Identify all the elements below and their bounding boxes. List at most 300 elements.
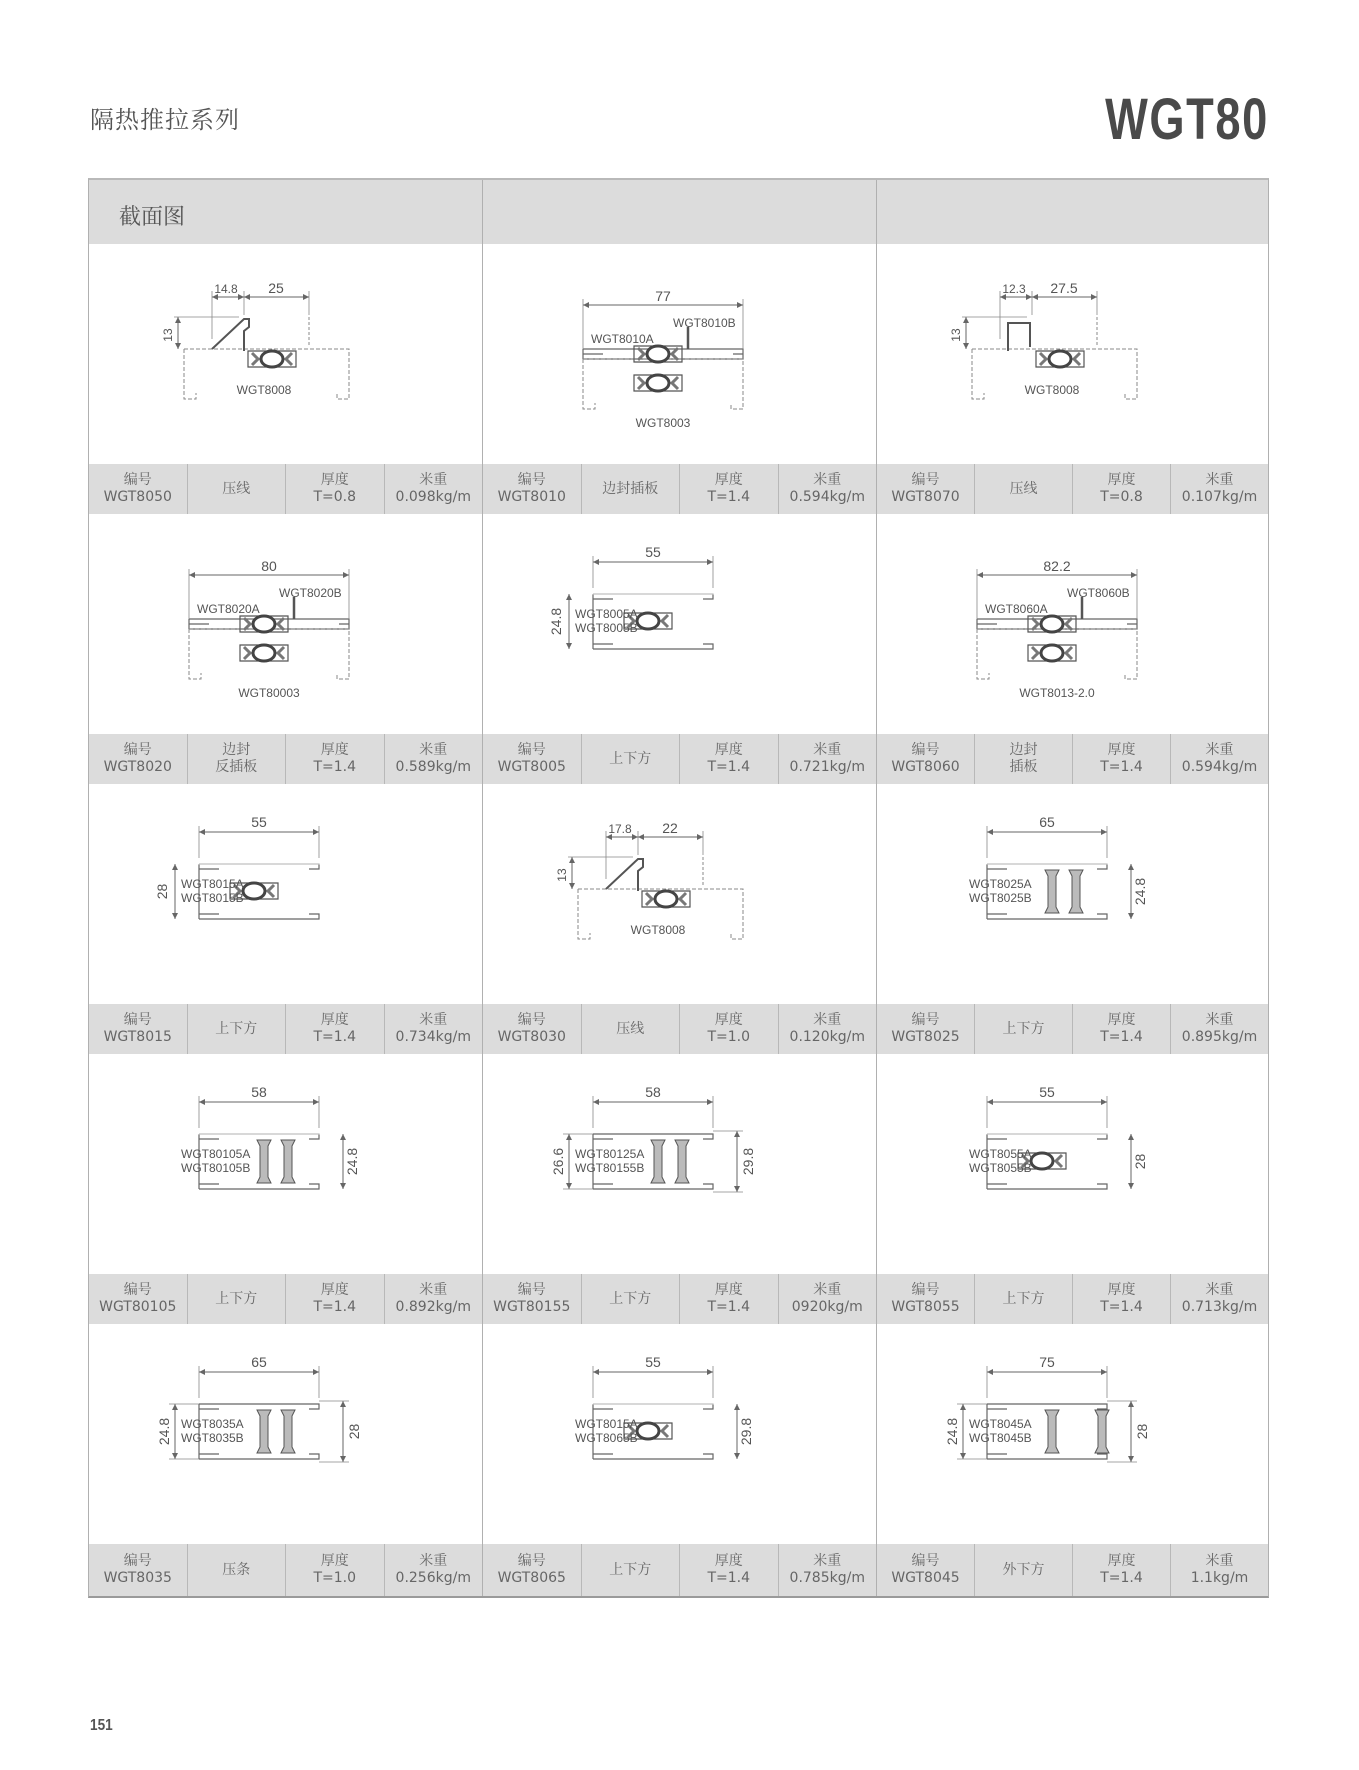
spec-code-value: WGT8045 bbox=[891, 1570, 960, 1586]
spec-code-value: WGT8060 bbox=[891, 759, 960, 775]
spec-row bbox=[877, 1274, 1268, 1324]
drawing-area bbox=[483, 244, 876, 464]
spec-code bbox=[877, 1544, 975, 1596]
spec-code-value: WGT8065 bbox=[497, 1570, 566, 1586]
spec-name bbox=[975, 1274, 1073, 1324]
profile-cross-section-drawing bbox=[877, 514, 1271, 734]
drawing-label: WGT8045A bbox=[969, 1417, 1032, 1431]
profile-cross-section-drawing bbox=[877, 244, 1271, 464]
drawing-label: WGT8055B bbox=[969, 1161, 1032, 1175]
drawing-label: 13 bbox=[555, 868, 569, 882]
spec-name bbox=[582, 1274, 681, 1324]
spec-code-value: WGT8005 bbox=[497, 759, 566, 775]
spec-name bbox=[975, 464, 1073, 514]
spec-code-value: WGT80105 bbox=[99, 1299, 177, 1315]
spec-thickness-label: 厚度 bbox=[320, 1012, 349, 1028]
drawing-label: 24.8 bbox=[548, 607, 564, 636]
drawing-label: WGT80105A bbox=[181, 1147, 251, 1161]
spec-weight-value: 0.713kg/m bbox=[1181, 1299, 1258, 1315]
spec-thickness-value: T=1.4 bbox=[1100, 1570, 1143, 1586]
spec-name-value: 外下方 bbox=[1002, 1561, 1045, 1578]
spec-row bbox=[483, 734, 876, 784]
spec-thickness-label: 厚度 bbox=[714, 742, 743, 758]
drawing-label: WGT80155B bbox=[575, 1161, 645, 1175]
profile-card bbox=[877, 244, 1268, 514]
spec-row bbox=[89, 1544, 482, 1596]
drawing-label: 28 bbox=[154, 883, 170, 900]
spec-weight-label: 米重 bbox=[1205, 472, 1234, 488]
drawing-label: 65 bbox=[1039, 814, 1055, 830]
spec-name bbox=[188, 1274, 287, 1324]
spec-name bbox=[582, 734, 681, 784]
spec-thickness bbox=[286, 1274, 385, 1324]
spec-thickness-label: 厚度 bbox=[320, 1282, 349, 1298]
drawing-label: 28 bbox=[346, 1423, 362, 1440]
spec-weight bbox=[779, 1004, 877, 1054]
spec-row bbox=[483, 1004, 876, 1054]
spec-weight-label: 米重 bbox=[1205, 1553, 1234, 1569]
thermal-break-strip-icon bbox=[642, 891, 690, 907]
profile-catalog-table bbox=[88, 178, 1269, 1598]
spec-row bbox=[89, 1274, 482, 1324]
thermal-break-strip-icon bbox=[634, 375, 682, 391]
spec-weight-value: 0.734kg/m bbox=[395, 1029, 471, 1045]
spec-weight-label: 米重 bbox=[813, 1282, 842, 1298]
spec-name-value: 上下方 bbox=[215, 1020, 258, 1037]
drawing-area bbox=[483, 1054, 876, 1274]
model-title: WGT80 bbox=[1105, 87, 1269, 152]
drawing-label: 80 bbox=[261, 558, 277, 574]
drawing-label: WGT8015A bbox=[575, 1417, 638, 1431]
catalog-row bbox=[89, 1054, 1268, 1324]
drawing-label: 58 bbox=[251, 1084, 267, 1100]
spec-weight-value: 0.589kg/m bbox=[395, 759, 471, 775]
spec-row bbox=[89, 734, 482, 784]
profile-card bbox=[89, 514, 483, 784]
spec-name bbox=[975, 734, 1073, 784]
catalog-row bbox=[89, 784, 1268, 1054]
spec-weight bbox=[1171, 1544, 1268, 1596]
profile-cross-section-drawing bbox=[877, 1054, 1271, 1274]
drawing-label: 26.6 bbox=[550, 1147, 566, 1176]
drawing-label: WGT8005A bbox=[575, 607, 638, 621]
spec-weight-value: 0.895kg/m bbox=[1181, 1029, 1258, 1045]
drawing-area bbox=[877, 784, 1268, 1004]
drawing-label: WGT8010A bbox=[591, 332, 654, 346]
spec-code-value: WGT8070 bbox=[891, 489, 960, 505]
spec-row bbox=[877, 1004, 1268, 1054]
spec-thickness bbox=[286, 734, 385, 784]
spec-weight-label: 米重 bbox=[419, 742, 448, 758]
spec-weight bbox=[385, 734, 483, 784]
drawing-area bbox=[877, 514, 1268, 734]
spec-code bbox=[89, 1004, 188, 1054]
spec-weight-value: 0.594kg/m bbox=[789, 489, 865, 505]
spec-thickness-value: T=1.4 bbox=[707, 759, 751, 775]
drawing-label: WGT8008 bbox=[1024, 383, 1080, 397]
spec-name bbox=[975, 1544, 1073, 1596]
spec-code bbox=[483, 1544, 582, 1596]
spec-weight bbox=[779, 734, 877, 784]
spec-name bbox=[188, 1544, 287, 1596]
spec-name-value: 上下方 bbox=[609, 1561, 652, 1578]
spec-thickness bbox=[286, 1004, 385, 1054]
spec-code-value: WGT8055 bbox=[891, 1299, 960, 1315]
drawing-label: WGT8025B bbox=[969, 891, 1032, 905]
spec-weight bbox=[385, 1274, 483, 1324]
spec-thickness bbox=[1073, 734, 1171, 784]
spec-thickness bbox=[680, 1544, 779, 1596]
spec-thickness-label: 厚度 bbox=[1107, 472, 1136, 488]
spec-code-value: WGT8025 bbox=[891, 1029, 960, 1045]
thermal-break-bars-icon bbox=[1045, 870, 1083, 913]
spec-weight-label: 米重 bbox=[813, 472, 842, 488]
spec-code-label: 编号 bbox=[911, 1282, 940, 1298]
drawing-label: 77 bbox=[655, 288, 671, 304]
drawing-area bbox=[89, 1324, 482, 1544]
drawing-area bbox=[483, 1324, 876, 1544]
drawing-label: WGT8045B bbox=[969, 1431, 1032, 1445]
spec-code-label: 编号 bbox=[517, 1553, 546, 1569]
profile-cross-section-drawing bbox=[483, 784, 877, 1004]
spec-thickness bbox=[1073, 1544, 1171, 1596]
spec-thickness-value: T=1.0 bbox=[313, 1570, 357, 1586]
spec-code-label: 编号 bbox=[911, 1012, 940, 1028]
drawing-label: WGT8035A bbox=[181, 1417, 244, 1431]
spec-thickness bbox=[286, 464, 385, 514]
spec-code-label: 编号 bbox=[123, 742, 152, 758]
profile-card bbox=[483, 1054, 877, 1324]
drawing-label: 65 bbox=[251, 1354, 267, 1370]
drawing-label: 27.5 bbox=[1050, 280, 1078, 296]
spec-code-label: 编号 bbox=[123, 1282, 152, 1298]
spec-thickness-label: 厚度 bbox=[1107, 1012, 1136, 1028]
spec-code-label: 编号 bbox=[123, 1012, 152, 1028]
profile-cross-section-drawing bbox=[89, 1054, 483, 1274]
drawing-area bbox=[877, 1054, 1268, 1274]
drawing-label: WGT8065B bbox=[575, 1431, 638, 1445]
spec-code bbox=[877, 1274, 975, 1324]
profile-cross-section-drawing bbox=[89, 514, 483, 734]
spec-weight-label: 米重 bbox=[813, 1553, 842, 1569]
thermal-break-strip-icon bbox=[240, 645, 288, 661]
drawing-label: WGT8005B bbox=[575, 621, 638, 635]
spec-name-value: 上下方 bbox=[215, 1290, 258, 1307]
thermal-break-strip-icon bbox=[1028, 645, 1076, 661]
drawing-label: WGT8015B bbox=[181, 891, 244, 905]
spec-name-value: 压条 bbox=[222, 1561, 251, 1578]
spec-code bbox=[877, 464, 975, 514]
drawing-label: WGT8055A bbox=[969, 1147, 1032, 1161]
spec-thickness-value: T=1.4 bbox=[313, 759, 357, 775]
profile-card bbox=[89, 784, 483, 1054]
thermal-break-bars-icon bbox=[257, 1140, 295, 1183]
profile-card bbox=[89, 244, 483, 514]
spec-name bbox=[188, 734, 287, 784]
spec-name-value: 边封插板 bbox=[602, 480, 659, 497]
spec-weight-value: 1.1kg/m bbox=[1190, 1570, 1249, 1586]
spec-code bbox=[877, 734, 975, 784]
drawing-label: 55 bbox=[645, 1354, 661, 1370]
spec-thickness-value: T=0.8 bbox=[1100, 489, 1143, 505]
spec-name-value: 压线 bbox=[616, 1020, 645, 1037]
drawing-area bbox=[89, 514, 482, 734]
header-cell-empty bbox=[483, 180, 877, 244]
spec-thickness bbox=[1073, 1004, 1171, 1054]
spec-row bbox=[877, 464, 1268, 514]
spec-row bbox=[483, 1544, 876, 1596]
drawing-label: WGT8013-2.0 bbox=[1019, 686, 1095, 700]
spec-thickness-label: 厚度 bbox=[320, 1553, 349, 1569]
drawing-label: WGT80003 bbox=[238, 686, 300, 700]
thermal-break-bars-icon bbox=[1045, 1410, 1109, 1453]
spec-name-value: 边封 bbox=[222, 742, 251, 758]
spec-weight-value: 0.892kg/m bbox=[395, 1299, 471, 1315]
spec-weight-label: 米重 bbox=[813, 742, 842, 758]
drawing-label: 13 bbox=[161, 328, 175, 342]
drawing-label: 13 bbox=[949, 328, 963, 342]
spec-thickness-label: 厚度 bbox=[320, 742, 349, 758]
spec-thickness-value: T=1.4 bbox=[707, 1570, 751, 1586]
spec-row bbox=[483, 1274, 876, 1324]
drawing-label: WGT8015A bbox=[181, 877, 244, 891]
spec-name-value: 上下方 bbox=[1002, 1020, 1045, 1037]
thermal-break-bars-icon bbox=[651, 1140, 689, 1183]
profile-card bbox=[483, 244, 877, 514]
drawing-label: 55 bbox=[645, 544, 661, 560]
spec-code bbox=[877, 1004, 975, 1054]
spec-code-label: 编号 bbox=[911, 1553, 940, 1569]
spec-thickness-value: T=1.4 bbox=[707, 1299, 751, 1315]
spec-code-value: WGT8050 bbox=[103, 489, 172, 505]
drawing-label: 55 bbox=[251, 814, 267, 830]
drawing-area bbox=[877, 1324, 1268, 1544]
drawing-area bbox=[89, 784, 482, 1004]
profile-cross-section-drawing bbox=[483, 1054, 877, 1274]
spec-thickness-label: 厚度 bbox=[1107, 1553, 1136, 1569]
thermal-break-strip-icon bbox=[248, 351, 296, 367]
spec-weight bbox=[779, 464, 877, 514]
spec-name-value: 边封 bbox=[1009, 742, 1038, 758]
catalog-row bbox=[89, 514, 1268, 784]
drawing-label: 82.2 bbox=[1043, 558, 1071, 574]
spec-weight bbox=[385, 464, 483, 514]
drawing-label: 24.8 bbox=[944, 1417, 960, 1446]
drawing-label: 17.8 bbox=[608, 822, 632, 836]
spec-code-value: WGT80155 bbox=[493, 1299, 571, 1315]
spec-thickness-label: 厚度 bbox=[1107, 1282, 1136, 1298]
spec-thickness-value: T=1.0 bbox=[707, 1029, 751, 1045]
drawing-label: WGT8003 bbox=[635, 416, 691, 430]
thermal-break-strip-icon bbox=[1036, 351, 1084, 367]
spec-thickness-value: T=1.4 bbox=[313, 1299, 357, 1315]
thermal-break-strip-icon bbox=[634, 346, 682, 362]
profile-cross-section-drawing bbox=[89, 244, 483, 464]
drawing-label: 14.8 bbox=[214, 282, 238, 296]
profile-card bbox=[483, 784, 877, 1054]
spec-thickness bbox=[1073, 464, 1171, 514]
spec-weight-value: 0.107kg/m bbox=[1181, 489, 1258, 505]
spec-thickness bbox=[680, 734, 779, 784]
spec-name bbox=[188, 464, 287, 514]
spec-weight bbox=[779, 1544, 877, 1596]
spec-weight-label: 米重 bbox=[1205, 1282, 1234, 1298]
spec-thickness-value: T=1.4 bbox=[707, 489, 751, 505]
spec-code bbox=[483, 1004, 582, 1054]
spec-weight-label: 米重 bbox=[419, 1012, 448, 1028]
drawing-label: 75 bbox=[1039, 1354, 1055, 1370]
spec-weight-label: 米重 bbox=[419, 1553, 448, 1569]
profile-card bbox=[877, 1324, 1268, 1596]
spec-code-value: WGT8020 bbox=[103, 759, 172, 775]
spec-weight bbox=[1171, 734, 1268, 784]
drawing-label: WGT8008 bbox=[236, 383, 292, 397]
spec-thickness bbox=[680, 1274, 779, 1324]
page-number: 151 bbox=[90, 1717, 113, 1734]
drawing-label: 58 bbox=[645, 1084, 661, 1100]
drawing-area bbox=[877, 244, 1268, 464]
drawing-label: WGT80125A bbox=[575, 1147, 645, 1161]
catalog-row bbox=[89, 244, 1268, 514]
spec-thickness-value: T=1.4 bbox=[1100, 759, 1143, 775]
drawing-label: 22 bbox=[662, 820, 678, 836]
spec-weight-label: 米重 bbox=[419, 472, 448, 488]
spec-row bbox=[89, 1004, 482, 1054]
drawing-label: WGT80105B bbox=[181, 1161, 251, 1175]
spec-weight-value: 0.594kg/m bbox=[1181, 759, 1258, 775]
spec-weight-value: 0.721kg/m bbox=[789, 759, 865, 775]
profile-cross-section-drawing bbox=[877, 784, 1271, 1004]
spec-weight bbox=[1171, 1004, 1268, 1054]
profile-cross-section-drawing bbox=[483, 244, 877, 464]
drawing-label: 25 bbox=[268, 280, 284, 296]
spec-thickness-value: T=1.4 bbox=[313, 1029, 357, 1045]
spec-thickness-value: T=1.4 bbox=[1100, 1299, 1143, 1315]
spec-weight-value: 0920kg/m bbox=[791, 1299, 863, 1315]
spec-name-value-line2: 反插板 bbox=[215, 759, 258, 775]
spec-row bbox=[877, 734, 1268, 784]
profile-cross-section-drawing bbox=[877, 1324, 1271, 1544]
section-diagram-header: 截面图 bbox=[89, 180, 483, 244]
spec-code-label: 编号 bbox=[517, 472, 546, 488]
spec-thickness bbox=[680, 464, 779, 514]
drawing-label: WGT8008 bbox=[630, 923, 686, 937]
spec-name bbox=[188, 1004, 287, 1054]
drawing-area bbox=[89, 1054, 482, 1274]
spec-weight-value: 0.120kg/m bbox=[789, 1029, 865, 1045]
spec-thickness-label: 厚度 bbox=[320, 472, 349, 488]
drawing-label: WGT8025A bbox=[969, 877, 1032, 891]
spec-row bbox=[89, 464, 482, 514]
spec-code-label: 编号 bbox=[123, 472, 152, 488]
spec-code-value: WGT8035 bbox=[103, 1570, 172, 1586]
spec-code-label: 编号 bbox=[911, 742, 940, 758]
drawing-label: 55 bbox=[1039, 1084, 1055, 1100]
spec-weight bbox=[779, 1274, 877, 1324]
spec-weight-label: 米重 bbox=[1205, 1012, 1234, 1028]
spec-name-value: 上下方 bbox=[609, 1290, 652, 1307]
series-title: 隔热推拉系列 bbox=[90, 106, 240, 134]
spec-thickness bbox=[680, 1004, 779, 1054]
spec-code-label: 编号 bbox=[517, 1282, 546, 1298]
spec-weight-value: 0.256kg/m bbox=[395, 1570, 471, 1586]
spec-thickness-label: 厚度 bbox=[714, 1553, 743, 1569]
spec-weight-label: 米重 bbox=[419, 1282, 448, 1298]
drawing-label: 12.3 bbox=[1002, 282, 1026, 296]
profile-card bbox=[89, 1324, 483, 1596]
spec-weight-label: 米重 bbox=[813, 1012, 842, 1028]
spec-name-value: 上下方 bbox=[609, 750, 652, 767]
spec-thickness-label: 厚度 bbox=[1107, 742, 1136, 758]
spec-name-value: 压线 bbox=[1009, 480, 1038, 497]
spec-code-label: 编号 bbox=[911, 472, 940, 488]
catalog-rows bbox=[89, 244, 1268, 1596]
drawing-area bbox=[89, 244, 482, 464]
table-header-row bbox=[89, 180, 1268, 244]
spec-name bbox=[582, 464, 681, 514]
spec-thickness-label: 厚度 bbox=[714, 1012, 743, 1028]
catalog-row bbox=[89, 1324, 1268, 1596]
spec-name bbox=[582, 1544, 681, 1596]
profile-cross-section-drawing bbox=[483, 1324, 877, 1544]
profile-card bbox=[877, 514, 1268, 784]
spec-code-value: WGT8015 bbox=[103, 1029, 172, 1045]
drawing-area bbox=[483, 514, 876, 734]
profile-card bbox=[877, 1054, 1268, 1324]
spec-code bbox=[483, 734, 582, 784]
spec-thickness-value: T=1.4 bbox=[1100, 1029, 1143, 1045]
profile-cross-section-drawing bbox=[89, 1324, 483, 1544]
spec-code-label: 编号 bbox=[123, 1553, 152, 1569]
drawing-label: WGT8035B bbox=[181, 1431, 244, 1445]
drawing-label: 24.8 bbox=[156, 1417, 172, 1446]
drawing-label: 24.8 bbox=[344, 1147, 360, 1176]
spec-code bbox=[89, 734, 188, 784]
spec-weight bbox=[1171, 464, 1268, 514]
spec-thickness-value: T=0.8 bbox=[313, 489, 357, 505]
spec-name-value-line2: 插板 bbox=[1009, 759, 1038, 775]
profile-card bbox=[483, 514, 877, 784]
spec-thickness-label: 厚度 bbox=[714, 1282, 743, 1298]
drawing-label: 28 bbox=[1134, 1423, 1150, 1440]
spec-code bbox=[483, 464, 582, 514]
spec-weight-label: 米重 bbox=[1205, 742, 1234, 758]
drawing-label: WGT8010B bbox=[673, 316, 736, 330]
spec-name bbox=[582, 1004, 681, 1054]
spec-code-label: 编号 bbox=[517, 1012, 546, 1028]
drawing-label: WGT8020A bbox=[197, 602, 260, 616]
spec-code bbox=[89, 1274, 188, 1324]
profile-card bbox=[877, 784, 1268, 1054]
spec-name bbox=[975, 1004, 1073, 1054]
spec-thickness bbox=[1073, 1274, 1171, 1324]
profile-card bbox=[89, 1054, 483, 1324]
spec-weight bbox=[385, 1004, 483, 1054]
profile-cross-section-drawing bbox=[483, 514, 877, 734]
spec-code-label: 编号 bbox=[517, 742, 546, 758]
drawing-label: 29.8 bbox=[738, 1417, 754, 1446]
spec-weight bbox=[1171, 1274, 1268, 1324]
spec-weight bbox=[385, 1544, 483, 1596]
drawing-label: 24.8 bbox=[1132, 877, 1148, 906]
drawing-label: WGT8060A bbox=[985, 602, 1048, 616]
spec-weight-value: 0.098kg/m bbox=[395, 489, 471, 505]
spec-weight-value: 0.785kg/m bbox=[789, 1570, 865, 1586]
spec-row bbox=[877, 1544, 1268, 1596]
drawing-label: WGT8020B bbox=[279, 586, 342, 600]
spec-name-value: 上下方 bbox=[1002, 1290, 1045, 1307]
drawing-label: 28 bbox=[1132, 1153, 1148, 1170]
